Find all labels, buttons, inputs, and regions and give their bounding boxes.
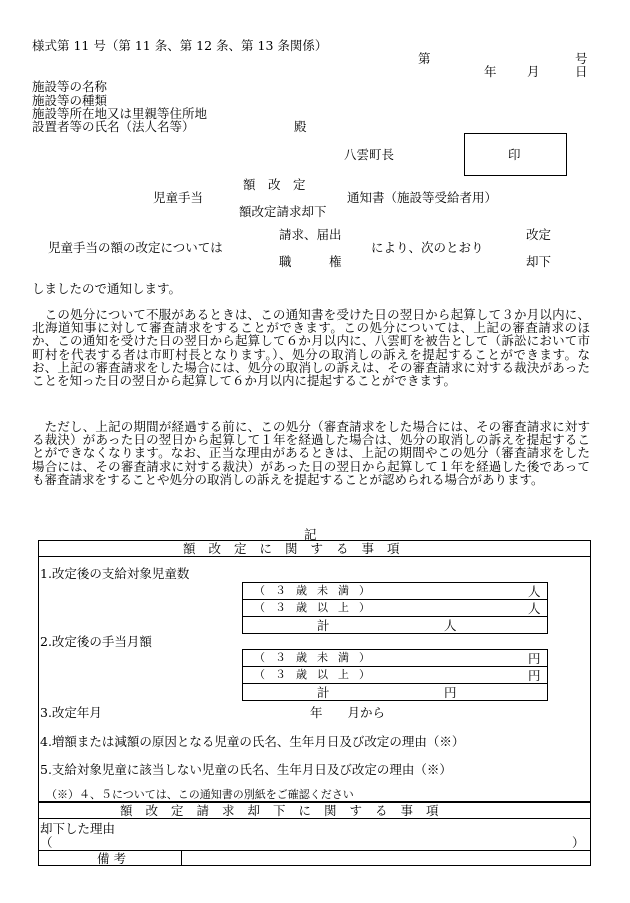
item2-label: 2.改定後の手当月額 — [40, 634, 152, 649]
monthly-amount-total-unit: 円 — [444, 685, 457, 700]
child-count-under3: （３歳未満） — [254, 584, 380, 597]
addressee-address: 施設等所在地又は里親等住所地 — [32, 106, 208, 121]
monthly-amount-total: 計 — [317, 685, 330, 700]
seal-label: 印 — [508, 147, 521, 162]
issuer: 八雲町長 — [344, 147, 395, 162]
notice-end: しましたので通知します。 — [32, 281, 182, 296]
date-month: 月 — [527, 64, 540, 79]
date-year: 年 — [484, 64, 497, 79]
title-top: 額 改 定 — [243, 177, 306, 192]
addressee-founder: 設置者等の氏名（法人名等） — [32, 119, 195, 134]
title-right: 通知書（施設等受給者用） — [347, 190, 498, 205]
item3-label: 3.改定年月 — [40, 705, 102, 720]
section1-header: 額改定に関する事項 — [183, 541, 413, 556]
title-left: 児童手当 — [153, 190, 204, 205]
ki-label: 記 — [304, 527, 317, 542]
child-count-divider-1 — [242, 599, 548, 600]
remarks-label: 備考 — [97, 851, 131, 866]
section1-header-divider — [38, 556, 591, 557]
section2-header-divider — [38, 818, 591, 819]
appeal-paragraph-2: ただし、上記の期間が経過する前に、この処分（審査請求をした場合には、その審査請求に対する裁決）があった日の翌日から起算して１年を経過した場合は、処分の取消しの訴えを提起することができなくなります。なお、正当な理由があるときは、上記の期間やこの処分（審査請求をした場合には、その審査請求に対する裁決）があった日の翌日から起算して１年を経過した後であっても審査請求をすることや処分の取消しの訴えを提起することが認められる場合があります。 — [32, 419, 590, 487]
addressee-facility-type: 施設等の種類 — [32, 93, 108, 108]
monthly-amount-divider-2 — [242, 683, 548, 684]
item5-label: 5.支給対象児童に該当しない児童の氏名、生年月日及び改定の理由（※） — [40, 762, 452, 777]
monthly-amount-under3-unit: 円 — [528, 651, 541, 666]
child-count-divider-2 — [242, 616, 548, 617]
item3-value: 年 月から — [310, 705, 386, 720]
child-count-over3-unit: 人 — [528, 601, 541, 616]
date-day: 日 — [575, 64, 588, 79]
section1-note: （※）４、５については、この通知書の別紙をご確認ください — [46, 788, 354, 801]
doc-number-dai: 第 — [418, 51, 431, 66]
child-count-under3-unit: 人 — [528, 584, 541, 599]
item4-label: 4.増額または減額の原因となる児童の氏名、生年月日及び改定の理由（※） — [40, 734, 465, 749]
child-count-total: 計 — [317, 618, 330, 633]
form-number: 様式第 11 号（第 11 条、第 12 条、第 13 条関係） — [32, 38, 328, 53]
addressee-facility-name: 施設等の名称 — [32, 79, 108, 94]
honorific: 殿 — [294, 119, 307, 134]
section2-header: 額改定請求却下に関する事項 — [120, 803, 452, 818]
notice-option2-top: 改定 — [526, 227, 552, 242]
child-count-total-unit: 人 — [444, 618, 457, 633]
monthly-amount-over3-unit: 円 — [528, 668, 541, 683]
reject-reason-paren-open: （ — [40, 835, 53, 850]
reject-reason-paren-close: ） — [572, 835, 585, 850]
remarks-column-divider — [181, 850, 182, 866]
notice-option1-bottom: 職 権 — [279, 254, 342, 269]
monthly-amount-over3: （３歳以上） — [254, 668, 380, 681]
doc-number-go: 号 — [575, 51, 588, 66]
notice-option2-bottom: 却下 — [526, 254, 552, 269]
notice-lead: 児童手当の額の改定については — [48, 240, 223, 255]
item1-label: 1.改定後の支給対象児童数 — [40, 566, 190, 581]
notice-middle: により、次のとおり — [371, 240, 484, 255]
reject-reason-label: 却下した理由 — [40, 821, 116, 836]
appeal-paragraph-1: この処分について不服があるときは、この通知書を受けた日の翌日から起算して３か月以内に、北海道知事に対して審査請求をすることができます。この処分については、上記の審査請求のほか、この通知を受けた日の翌日から起算して６か月以内に、八雲町を被告として（訴訟において市町村を代表する者は市町村長となります。）、処分の取消しの訴えを提起することができます。なお、上記の審査請求をした場合には、処分の取消しの訴えは、その審査請求に対する裁決があったことを知った日の翌日から起算して６か月以内に提起することができます。 — [32, 307, 590, 389]
monthly-amount-divider-1 — [242, 666, 548, 667]
monthly-amount-under3: （３歳未満） — [254, 651, 380, 664]
child-count-over3: （３歳以上） — [254, 601, 380, 614]
title-bottom: 額改定請求却下 — [239, 204, 327, 219]
notice-option1-top: 請求、届出 — [279, 227, 342, 242]
